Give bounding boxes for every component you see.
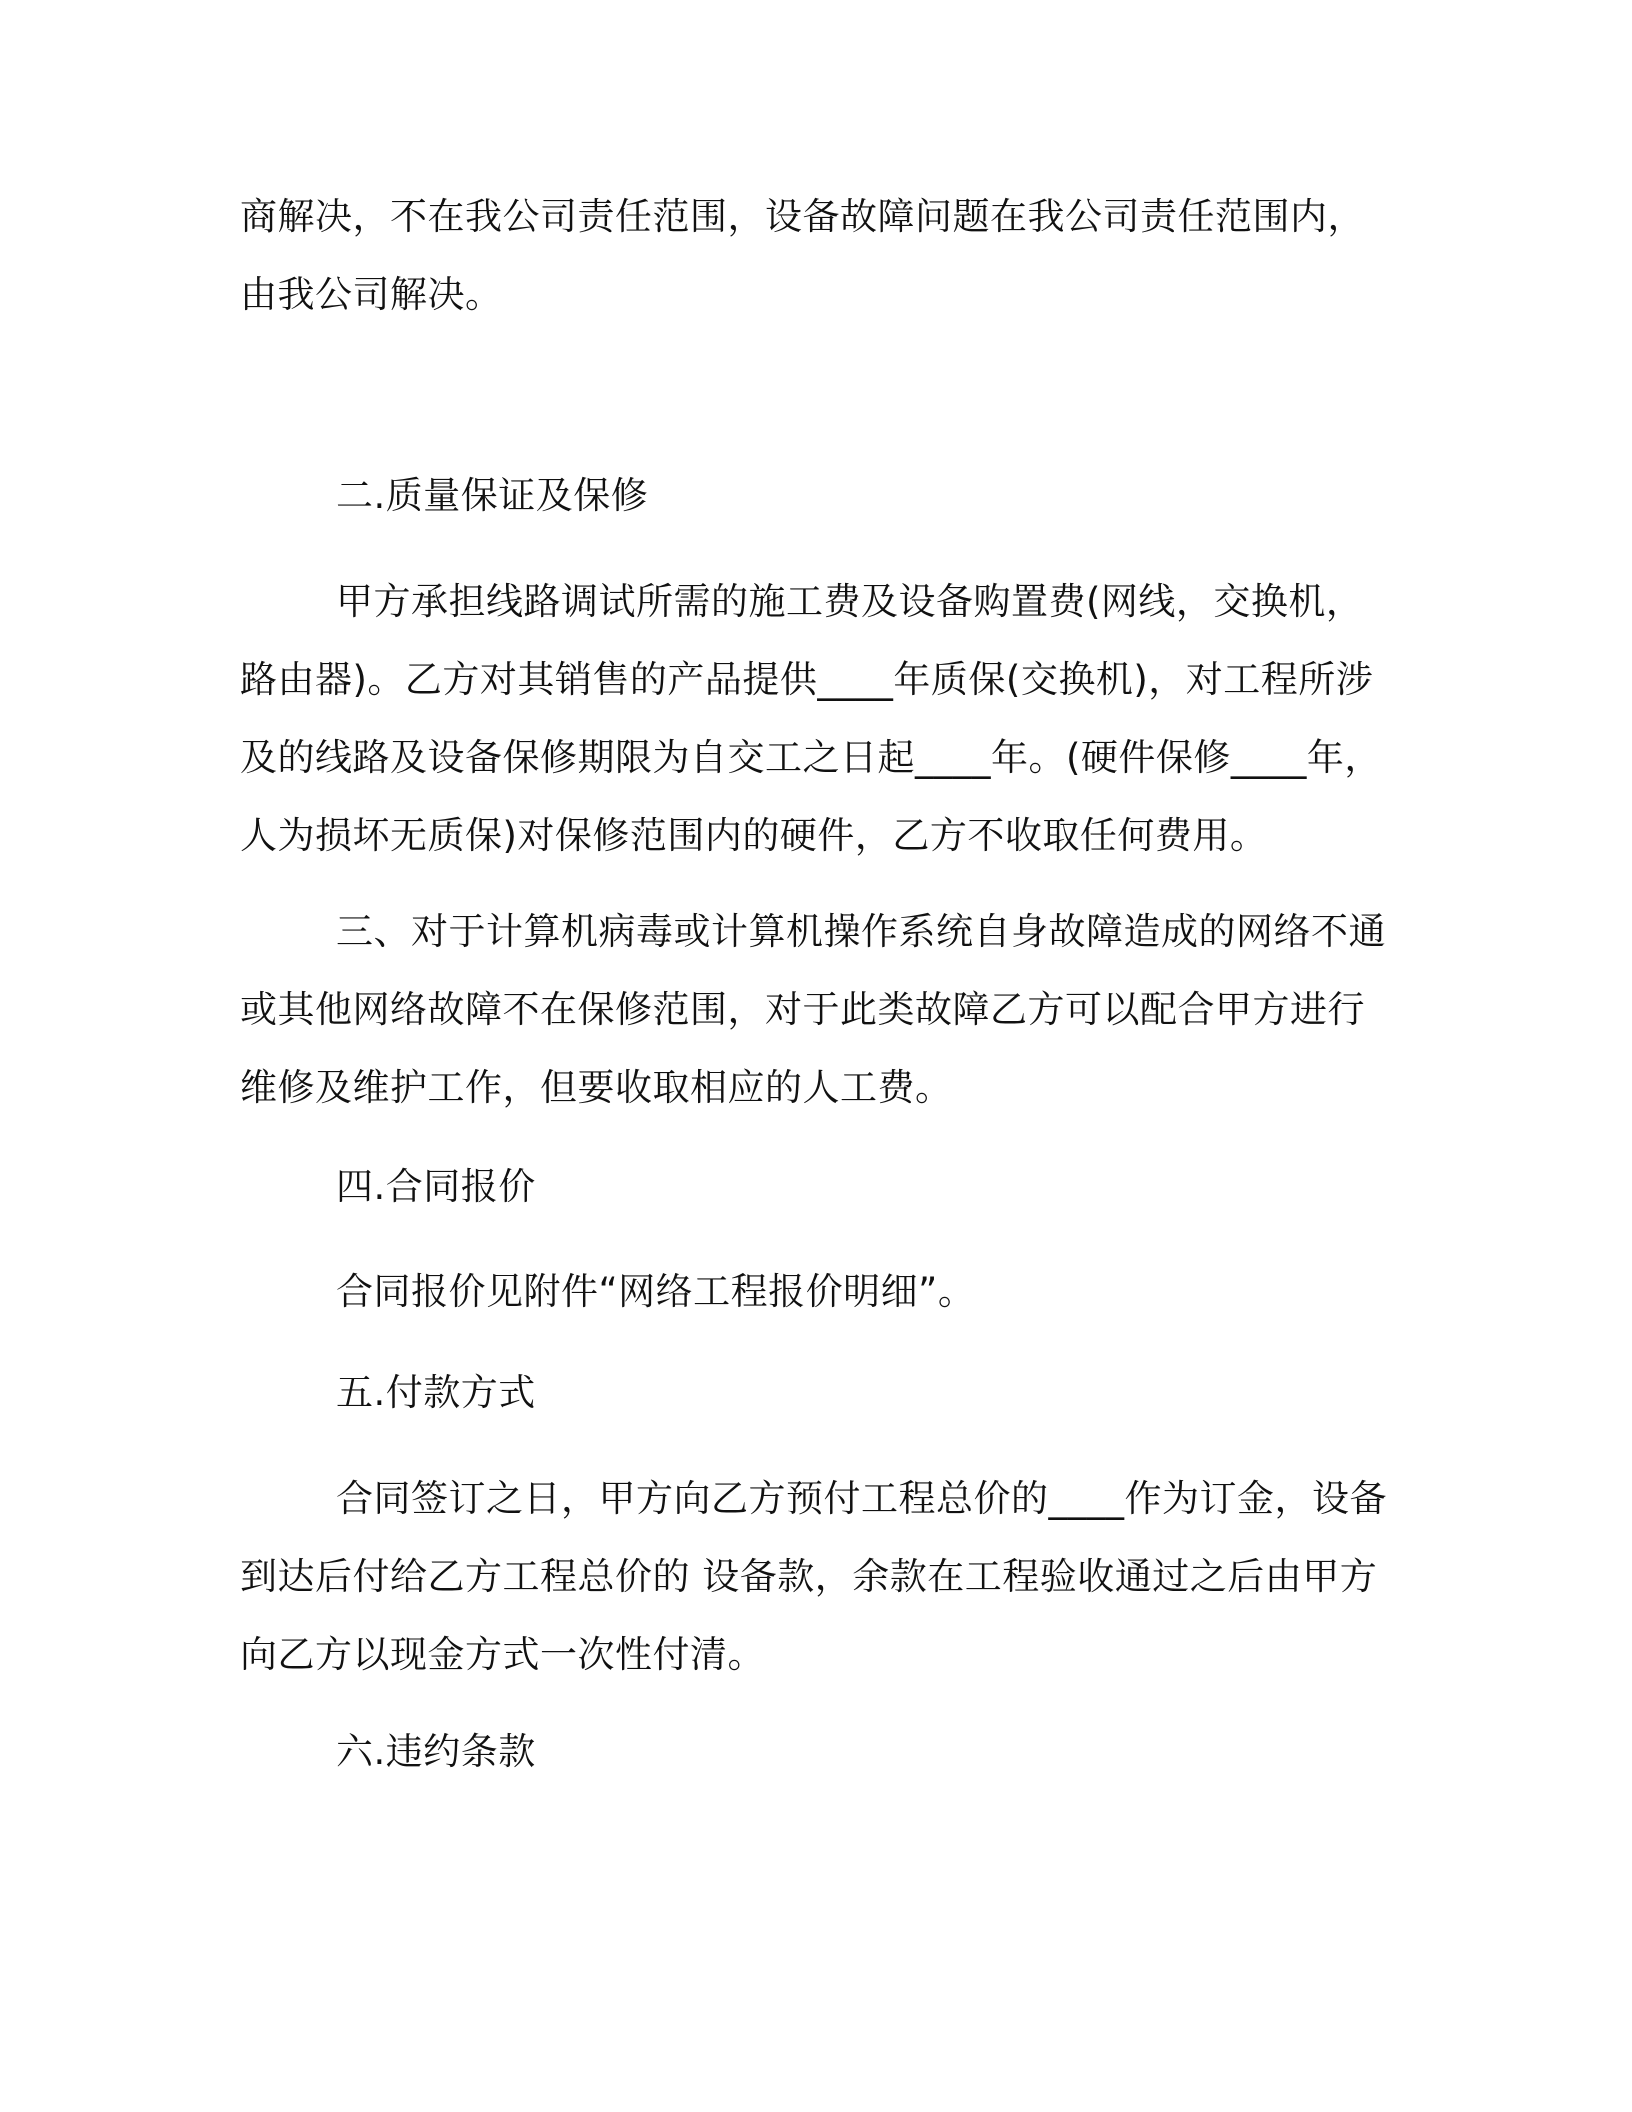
section-6-heading-block xyxy=(240,1713,1400,1791)
section-6-heading: 六.违约条款 xyxy=(336,1730,536,1773)
section-5-heading-block xyxy=(240,1354,1400,1432)
text-line: 维修及维护工作，但要收取相应的人工费。 xyxy=(240,1066,953,1109)
section-2-heading: 二.质量保证及保修 xyxy=(336,474,649,517)
text-line: 向乙方以现金方式一次性付清。 xyxy=(240,1633,765,1676)
text-line: 合同报价见附件“网络工程报价明细”。 xyxy=(336,1270,976,1313)
paragraph-intro xyxy=(240,178,1400,334)
text-line: 路由器)。乙方对其销售的产品提供____年质保(交换机)，对工程所涉 xyxy=(240,658,1374,701)
text-line: 人为损坏无质保)对保修范围内的硬件，乙方不收取任何费用。 xyxy=(240,814,1268,857)
text-line: 及的线路及设备保修期限为自交工之日起____年。(硬件保修____年， xyxy=(240,736,1382,779)
section-4-heading-block xyxy=(240,1148,1400,1226)
text-line: 商解决，不在我公司责任范围，设备故障问题在我公司责任范围内， xyxy=(240,195,1365,238)
text-line: 甲方承担线路调试所需的施工费及设备购置费(网线，交换机， xyxy=(336,580,1364,623)
section-5-paragraph xyxy=(240,1460,1400,1694)
text-line: 三、对于计算机病毒或计算机操作系统自身故障造成的网络不通 xyxy=(336,910,1386,953)
section-4-heading: 四.合同报价 xyxy=(336,1165,536,1208)
text-line: 由我公司解决。 xyxy=(240,273,503,316)
section-3-paragraph xyxy=(240,893,1400,1127)
text-line: 到达后付给乙方工程总价的 设备款，余款在工程验收通过之后由甲方 xyxy=(240,1555,1378,1598)
section-2-paragraph xyxy=(240,563,1400,875)
section-4-paragraph xyxy=(240,1253,1400,1331)
section-5-heading: 五.付款方式 xyxy=(336,1371,536,1414)
text-line: 或其他网络故障不在保修范围，对于此类故障乙方可以配合甲方进行 xyxy=(240,988,1365,1031)
section-2-heading-block xyxy=(240,457,1400,535)
text-line: 合同签订之日，甲方向乙方预付工程总价的____作为订金，设备 xyxy=(336,1477,1387,1520)
